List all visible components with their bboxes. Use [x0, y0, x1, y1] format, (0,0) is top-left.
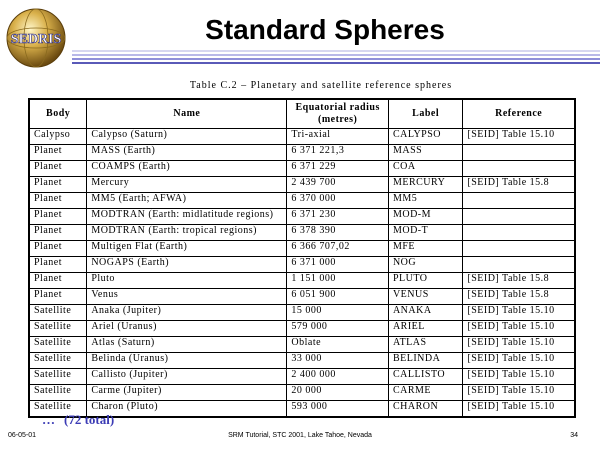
cell-body: Satellite	[29, 385, 87, 401]
table-row	[29, 289, 575, 305]
cell-reference	[463, 145, 575, 161]
cell-reference	[463, 257, 575, 273]
table-row	[29, 209, 575, 225]
cell-radius: Tri-axial	[287, 129, 389, 145]
cell-radius: 2 439 700	[287, 177, 389, 193]
cell-reference: [SEID] Table 15.10	[463, 321, 575, 337]
table-row	[29, 129, 575, 145]
cell-label: ANAKA	[388, 305, 462, 321]
cell-reference	[463, 161, 575, 177]
cell-name: MODTRAN (Earth: tropical regions)	[87, 225, 287, 241]
cell-reference	[463, 241, 575, 257]
ellipsis: …	[42, 412, 56, 427]
cell-label: MM5	[388, 193, 462, 209]
cell-reference: [SEID] Table 15.10	[463, 129, 575, 145]
cell-body: Planet	[29, 289, 87, 305]
header-label: Label	[388, 99, 462, 129]
cell-radius: 33 000	[287, 353, 389, 369]
cell-reference: [SEID] Table 15.10	[463, 337, 575, 353]
header-body: Body	[29, 99, 87, 129]
cell-name: Multigen Flat (Earth)	[87, 241, 287, 257]
cell-radius: 15 000	[287, 305, 389, 321]
table-row	[29, 273, 575, 289]
total-count-text: (72 total)	[64, 412, 115, 427]
cell-label: MASS	[388, 145, 462, 161]
cell-label: MERCURY	[388, 177, 462, 193]
cell-label: MOD-M	[388, 209, 462, 225]
cell-body: Planet	[29, 161, 87, 177]
cell-reference: [SEID] Table 15.8	[463, 177, 575, 193]
cell-radius: 6 371 000	[287, 257, 389, 273]
header-name: Name	[87, 99, 287, 129]
cell-body: Planet	[29, 145, 87, 161]
cell-body: Satellite	[29, 353, 87, 369]
cell-radius: 6 051 900	[287, 289, 389, 305]
cell-radius: 579 000	[287, 321, 389, 337]
cell-reference	[463, 193, 575, 209]
cell-reference	[463, 209, 575, 225]
cell-label: CHARON	[388, 401, 462, 418]
cell-name: Mercury	[87, 177, 287, 193]
cell-name: Charon (Pluto)	[87, 401, 287, 418]
title-underline-stripes	[72, 44, 600, 66]
table-row	[29, 305, 575, 321]
table-row	[29, 241, 575, 257]
footer-event: SRM Tutorial, STC 2001, Lake Tahoe, Nevada	[228, 432, 372, 439]
cell-radius: 593 000	[287, 401, 389, 418]
cell-reference: [SEID] Table 15.8	[463, 273, 575, 289]
cell-label: CALLISTO	[388, 369, 462, 385]
cell-label: MOD-T	[388, 225, 462, 241]
cell-label: ATLAS	[388, 337, 462, 353]
cell-radius: 2 400 000	[287, 369, 389, 385]
cell-radius: 20 000	[287, 385, 389, 401]
footer-page-number: 34	[570, 432, 578, 439]
cell-label: ARIEL	[388, 321, 462, 337]
cell-body: Satellite	[29, 321, 87, 337]
cell-reference: [SEID] Table 15.10	[463, 385, 575, 401]
logo-text: SEDRIS	[10, 32, 62, 47]
cell-name: Ariel (Uranus)	[87, 321, 287, 337]
cell-name: Atlas (Saturn)	[87, 337, 287, 353]
sedris-logo	[0, 6, 72, 70]
cell-reference	[463, 225, 575, 241]
cell-name: Belinda (Uranus)	[87, 353, 287, 369]
cell-name: Pluto	[87, 273, 287, 289]
cell-body: Planet	[29, 193, 87, 209]
cell-reference: [SEID] Table 15.10	[463, 353, 575, 369]
table-caption: Table C.2 – Planetary and satellite reference spheres	[189, 80, 453, 91]
cell-radius: 6 366 707,02	[287, 241, 389, 257]
cell-label: CARME	[388, 385, 462, 401]
table-row	[29, 161, 575, 177]
cell-label: PLUTO	[388, 273, 462, 289]
cell-name: Carme (Jupiter)	[87, 385, 287, 401]
cell-name: Venus	[87, 289, 287, 305]
cell-body: Satellite	[29, 369, 87, 385]
cell-name: Anaka (Jupiter)	[87, 305, 287, 321]
cell-radius: 6 371 221,3	[287, 145, 389, 161]
header-radius	[287, 99, 389, 129]
cell-label: VENUS	[388, 289, 462, 305]
cell-body: Calypso	[29, 129, 87, 145]
table-header-row	[29, 99, 575, 129]
cell-radius: 6 371 229	[287, 161, 389, 177]
cell-body: Planet	[29, 273, 87, 289]
header-radius-line2: (metres)	[318, 114, 358, 125]
cell-label: BELINDA	[388, 353, 462, 369]
header-radius-line1: Equatorial radius	[295, 102, 380, 113]
table-row	[29, 257, 575, 273]
cell-name: COAMPS (Earth)	[87, 161, 287, 177]
table-row	[29, 353, 575, 369]
cell-radius: 6 370 000	[287, 193, 389, 209]
cell-label: CALYPSO	[388, 129, 462, 145]
cell-body: Planet	[29, 225, 87, 241]
cell-body: Planet	[29, 177, 87, 193]
cell-body: Satellite	[29, 337, 87, 353]
cell-name: Calypso (Saturn)	[87, 129, 287, 145]
table-row	[29, 337, 575, 353]
cell-label: NOG	[388, 257, 462, 273]
cell-label: COA	[388, 161, 462, 177]
spheres-table	[28, 98, 576, 418]
cell-radius: 1 151 000	[287, 273, 389, 289]
cell-reference: [SEID] Table 15.10	[463, 369, 575, 385]
cell-body: Satellite	[29, 401, 87, 418]
table-row	[29, 369, 575, 385]
cell-body: Planet	[29, 257, 87, 273]
cell-name: NOGAPS (Earth)	[87, 257, 287, 273]
table-body	[29, 129, 575, 418]
cell-radius: 6 378 390	[287, 225, 389, 241]
table-row	[29, 145, 575, 161]
cell-label: MFE	[388, 241, 462, 257]
table-row	[29, 177, 575, 193]
table-row	[29, 225, 575, 241]
cell-reference: [SEID] Table 15.8	[463, 289, 575, 305]
more-indicator	[42, 412, 114, 428]
table-row	[29, 321, 575, 337]
slide-title: Standard Spheres	[205, 14, 445, 45]
cell-reference: [SEID] Table 15.10	[463, 305, 575, 321]
table-row	[29, 193, 575, 209]
cell-reference: [SEID] Table 15.10	[463, 401, 575, 418]
cell-name: MM5 (Earth; AFWA)	[87, 193, 287, 209]
cell-name: MASS (Earth)	[87, 145, 287, 161]
footer-date: 06-05-01	[8, 432, 37, 439]
cell-radius: Oblate	[287, 337, 389, 353]
table-row	[29, 385, 575, 401]
cell-radius: 6 371 230	[287, 209, 389, 225]
cell-name: MODTRAN (Earth: midlatitude regions)	[87, 209, 287, 225]
cell-body: Planet	[29, 241, 87, 257]
cell-name: Callisto (Jupiter)	[87, 369, 287, 385]
cell-body: Planet	[29, 209, 87, 225]
cell-body: Satellite	[29, 305, 87, 321]
header-reference: Reference	[463, 99, 575, 129]
